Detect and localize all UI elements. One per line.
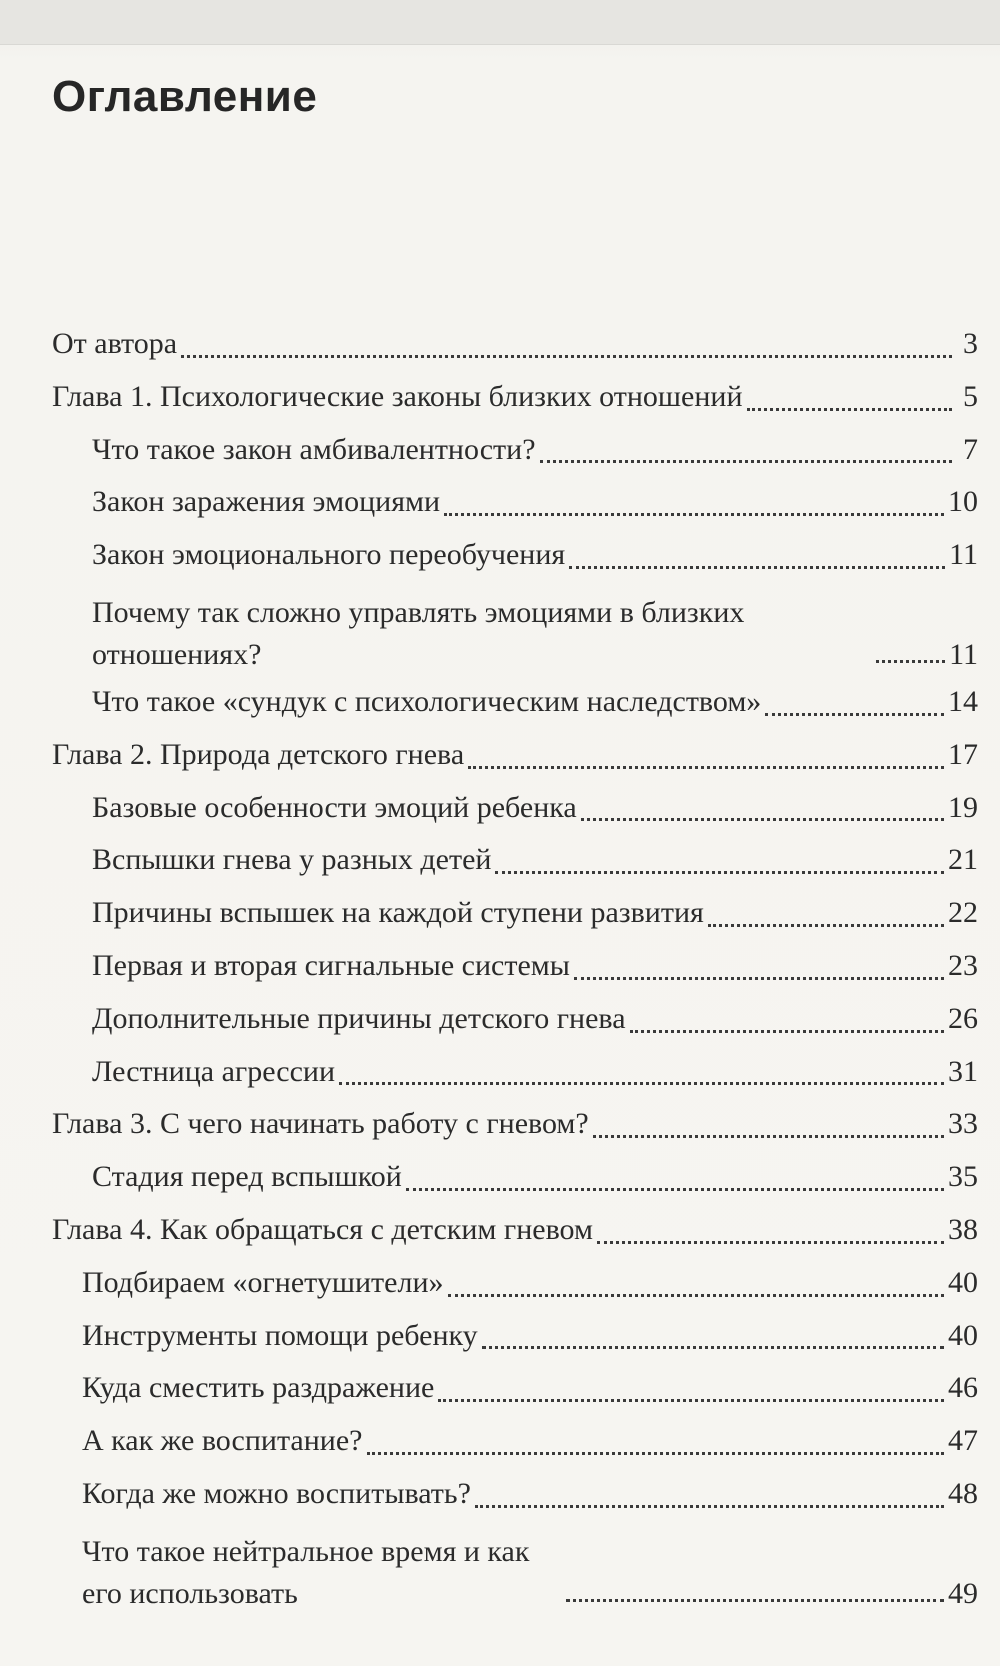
dot-leader (593, 1135, 944, 1138)
dot-leader (630, 1030, 944, 1033)
page-number: 40 (948, 1265, 978, 1299)
page-number: 14 (948, 684, 978, 718)
page-number: 19 (948, 790, 978, 824)
dot-leader (475, 1505, 944, 1508)
page-number: 40 (948, 1318, 978, 1352)
toc-entry-section: Когда же можно воспитывать? 48 (52, 1468, 978, 1521)
page-number: 47 (948, 1424, 978, 1458)
dot-leader (438, 1399, 944, 1402)
dot-leader (406, 1188, 944, 1191)
toc-entry-section: Что такое нейтральное время и как его использовать 49 (52, 1521, 978, 1615)
toc-entry-section: Инструменты помощи ребенку 40 (52, 1310, 978, 1363)
dot-leader (566, 1599, 944, 1602)
dot-leader (495, 871, 944, 874)
dot-leader (597, 1241, 944, 1244)
page-number: 3 (963, 327, 978, 360)
toc-entry-section: Что такое закон амбивалентности? 7 (52, 424, 978, 477)
page-number: 17 (948, 737, 978, 771)
dot-leader (876, 660, 945, 663)
page-number: 5 (963, 379, 978, 413)
toc-entry-section: А как же воспитание? 47 (52, 1415, 978, 1468)
page-number: 35 (948, 1160, 978, 1194)
dot-leader (747, 408, 953, 411)
dot-leader (581, 818, 944, 821)
page-number: 26 (948, 1001, 978, 1035)
dot-leader (339, 1082, 944, 1085)
page-number: 46 (948, 1371, 978, 1405)
toc-entry-chapter-1: Глава 1. Психологические законы близких отношений 5 (52, 371, 978, 424)
page-number: 11 (949, 637, 978, 671)
toc-entry-section: Стадия перед вспышкой 35 (52, 1151, 978, 1204)
page-number: 23 (948, 948, 978, 982)
page-number: 21 (948, 843, 978, 877)
toc-entry-foreword: От автора 3 (52, 318, 978, 371)
toc-entry-section: Первая и вторая сигнальные системы 23 (52, 940, 978, 993)
dot-leader (574, 977, 944, 980)
dot-leader (448, 1294, 945, 1297)
page-number: 38 (948, 1212, 978, 1246)
dot-leader (569, 566, 945, 569)
page-number: 49 (948, 1576, 978, 1610)
toc-entry-chapter-3: Глава 3. С чего начинать работу с гневом? 33 (52, 1098, 978, 1151)
dot-leader (482, 1346, 944, 1349)
page-number: 33 (948, 1107, 978, 1141)
toc-entry-section: Причины вспышек на каждой ступени развития 22 (52, 887, 978, 940)
toc-entry-section: Вспышки гнева у разных детей 21 (52, 834, 978, 887)
dot-leader (444, 513, 944, 516)
page-number: 31 (948, 1054, 978, 1088)
toc-entry-section: Что такое «сундук с психологическим наследством» 14 (52, 676, 978, 729)
table-of-contents (52, 318, 978, 1615)
dot-leader (181, 355, 952, 358)
dot-leader (765, 713, 944, 716)
dot-leader (468, 766, 944, 769)
page-title: Оглавление (52, 72, 318, 121)
toc-entry-chapter-2: Глава 2. Природа детского гнева 17 (52, 729, 978, 782)
toc-entry-section: Дополнительные причины детского гнева 26 (52, 993, 978, 1046)
dot-leader (540, 460, 952, 463)
dot-leader (367, 1452, 945, 1455)
toc-entry-section: Куда сместить раздражение 46 (52, 1362, 978, 1415)
toc-entry-chapter-4: Глава 4. Как обращаться с детским гневом 38 (52, 1204, 978, 1257)
toc-entry-section: Подбираем «огнетушители» 40 (52, 1257, 978, 1310)
page-number: 22 (948, 896, 978, 930)
toc-entry-section: Закон эмоционального переобучения 11 (52, 529, 978, 582)
toc-entry-section: Закон заражения эмоциями 10 (52, 476, 978, 529)
page-number: 48 (948, 1476, 978, 1510)
page-number: 11 (949, 538, 978, 572)
page-number: 10 (948, 485, 978, 519)
toc-entry-section: Базовые особенности эмоций ребенка 19 (52, 782, 978, 835)
page-number: 7 (963, 432, 978, 466)
toc-entry-section: Лестница агрессии 31 (52, 1046, 978, 1099)
page-top-edge (0, 0, 1000, 45)
dot-leader (708, 924, 944, 927)
toc-entry-section: Почему так сложно управлять эмоциями в близких отношениях? 11 (52, 582, 978, 676)
